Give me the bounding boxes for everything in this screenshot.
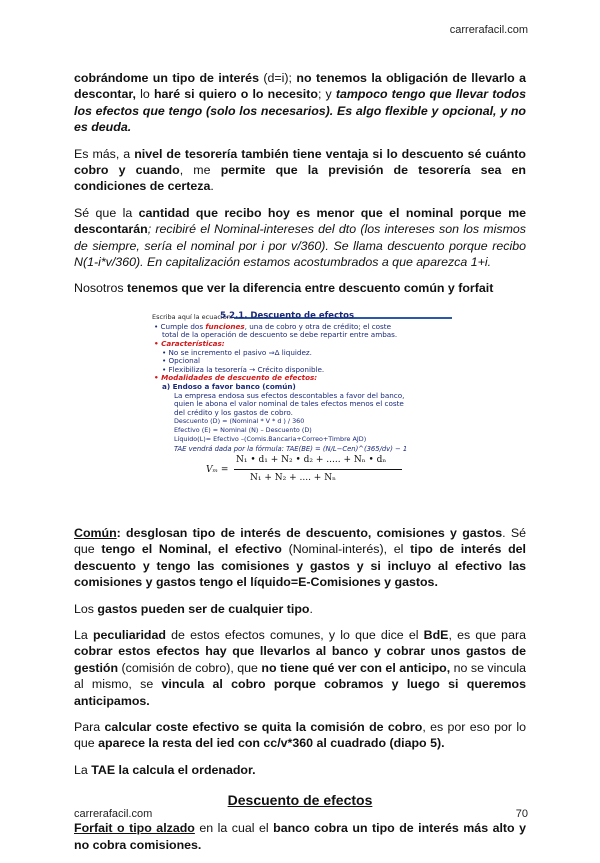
slide-line-8: a) Endoso a favor banco (común) <box>162 383 296 392</box>
p10-c: banco cobra un tipo de interés más alto y no cobra comisiones. <box>74 821 526 852</box>
p7-i: no se vincula al mismo, se <box>74 660 526 692</box>
slide-line-9: La empresa endosa sus efectos descontables a favor del banco, <box>174 391 405 400</box>
p9-b: TAE la calcula el ordenador. <box>91 762 256 777</box>
p6-b: gastos pueden ser de cualquier tipo <box>97 601 310 616</box>
p7-c: de estos efectos comunes, y lo que dice el <box>165 627 424 642</box>
average-maturity-formula <box>206 453 446 493</box>
slide-caption: Escriba aquí la ecuación. <box>152 312 233 321</box>
p3-a: Sé que la <box>74 205 139 220</box>
p5-f: tipo de interés del descuento y tengo las comisiones y gastos y si incluyo al efectivo las comisiones y gastos tengo el líquido=E-Comisiones y gastos. <box>74 542 526 590</box>
footer-site: carrerafacil.com <box>74 808 153 820</box>
p5-b: : desglosan tipo de interés de descuento, comisiones y gastos <box>116 525 503 540</box>
p5-d: tengo el Nominal, el efectivo <box>101 542 282 557</box>
paragraph-2 <box>74 146 526 195</box>
paragraph-6 <box>74 601 526 617</box>
p2-b: nivel de tesorería también tiene ventaja si lo descuento sé cuánto cobro y cuando <box>74 146 526 178</box>
p2-c: , me <box>179 163 221 178</box>
p6-c: . <box>309 601 313 616</box>
paragraph-3 <box>74 205 526 271</box>
formula-lhs: Vₘ = <box>206 464 229 475</box>
paragraph-4 <box>74 280 526 296</box>
paragraph-10 <box>74 820 526 853</box>
p1-b: (d=i); <box>258 71 297 85</box>
paragraph-9 <box>74 762 526 778</box>
paragraph-8 <box>74 719 526 752</box>
slide-line-2: total de la operación de descuento se debe repartir entre ambas. <box>162 331 398 340</box>
slide-line-10: quien le abona el valor nominal de tales efectos menos el coste <box>174 400 404 409</box>
section-title: Descuento de efectos <box>227 792 373 809</box>
p8-b: calcular coste efectivo se quita la comisión de cobro <box>104 719 423 734</box>
p7-e: , es que para <box>448 627 526 642</box>
p10-a: Forfait o tipo alzado <box>74 821 195 836</box>
slide-line-12: Descuento (D) = (Nominal * V * d ) / 360 <box>174 417 305 426</box>
header-site: carrerafacil.com <box>449 24 528 36</box>
page-content <box>74 70 526 863</box>
p5-e: (Nominal-interés), el <box>281 542 411 557</box>
p7-j: vincula al cobro porque cobramos y luego si queremos anticipamos. <box>74 677 526 708</box>
p6-a: Los <box>74 601 98 616</box>
p8-a: Para <box>74 719 105 734</box>
p5-c: . Sé que <box>74 525 527 557</box>
p3-c: ; recibiré el Nominal-intereses del dto (los intereses son los mismos de siempre, sería el nominal por i por v/360). Se llama descuento porque recibo N(1-i*v/360). En capitalización estamos acostumbrados a que aparezca 1+i. <box>74 222 526 270</box>
p7-b: peculiaridad <box>92 627 166 642</box>
slide-line-7: • Modalidades de descuento de efectos: <box>154 374 318 383</box>
formula-numerator: N₁ • d₁ + N₂ • d₂ + ..... + Nₙ • dₙ <box>236 454 387 465</box>
p7-f: cobrar estos efectos hay que llevarlos al banco y cobrar unos gastos de gestión <box>74 644 526 675</box>
p3-b: cantidad que recibo hoy es menor que el nominal porque me descontarán <box>74 205 526 237</box>
p8-c: , es por eso por lo que <box>74 719 527 751</box>
slide-line-11: del crédito y los gastos de cobro. <box>174 408 293 417</box>
p4-a: Nosotros <box>74 281 128 296</box>
p8-d: aparece la resta del ied con cc/v*360 al cuadrado (diapo 5). <box>98 736 445 751</box>
p7-g: (comisión de cobro), que <box>118 660 262 675</box>
slide-line-4: • No se incremento el pasivo ⇒Δ liquidez. <box>162 348 312 357</box>
p10-b: en la cual el <box>194 821 274 836</box>
slide-line-6: • Flexibiliza la tesorería → Crécito disponible. <box>162 365 325 374</box>
p2-e: . <box>210 179 214 194</box>
p7-h: no tiene qué ver con el anticipo, <box>261 660 451 675</box>
paragraph-1 <box>74 70 526 136</box>
page-number: 70 <box>515 808 528 820</box>
formula-denominator: N₁ + N₂ + .... + Nₙ <box>250 472 336 483</box>
paragraph-5 <box>74 525 526 591</box>
p1-g: tampoco tengo que llevar todos los efectos que tengo (solo los necesarios). Es algo flexible y opcional, y no es deuda. <box>74 87 526 135</box>
p2-d: permite que la previsión de tesorería sea en condiciones de certeza <box>74 163 526 194</box>
p2-a: Es más, a <box>74 146 135 161</box>
p5-a: Común <box>74 525 117 540</box>
p9-a: La <box>74 762 92 777</box>
slide-line-13: Efectivo (E) = Nominal (N) – Descuento (D) <box>174 426 312 434</box>
slide-line-3: • Características: <box>154 340 225 349</box>
slide-line-15: TAE vendrá dada por la fórmula: TAE(BE) = (N/L−Cen)^(365/dv) − 1 <box>174 445 408 454</box>
paragraph-7 <box>74 627 526 709</box>
slide-line-1: • Cumple dos funciones, una de cobro y otra de crédito; el coste <box>154 322 392 331</box>
p7-a: La <box>74 627 93 642</box>
p4-b: tenemos que ver la diferencia entre descuento común y forfait <box>127 281 494 296</box>
slide-text <box>154 323 450 454</box>
slide-title: 5.2.1. Descuento de efectos <box>220 310 355 321</box>
slide-line-5: • Opcional <box>162 357 201 366</box>
p1-c: no tenemos la obligación de llevarlo a descontar, <box>74 71 527 102</box>
p1-f: ; y <box>317 87 336 102</box>
slide-image <box>152 307 452 507</box>
p7-d: BdE <box>423 627 449 642</box>
p1-d: lo <box>135 87 154 102</box>
slide-line-14: Líquido(L)= Efectivo –(Comis.Bancaria+Correo+Timbre AJD) <box>174 434 367 443</box>
formula-fraction-bar <box>234 469 402 470</box>
p1-e: haré si quiero o lo necesito <box>153 87 318 102</box>
p1-a: cobrándome un tipo de interés <box>74 71 259 85</box>
